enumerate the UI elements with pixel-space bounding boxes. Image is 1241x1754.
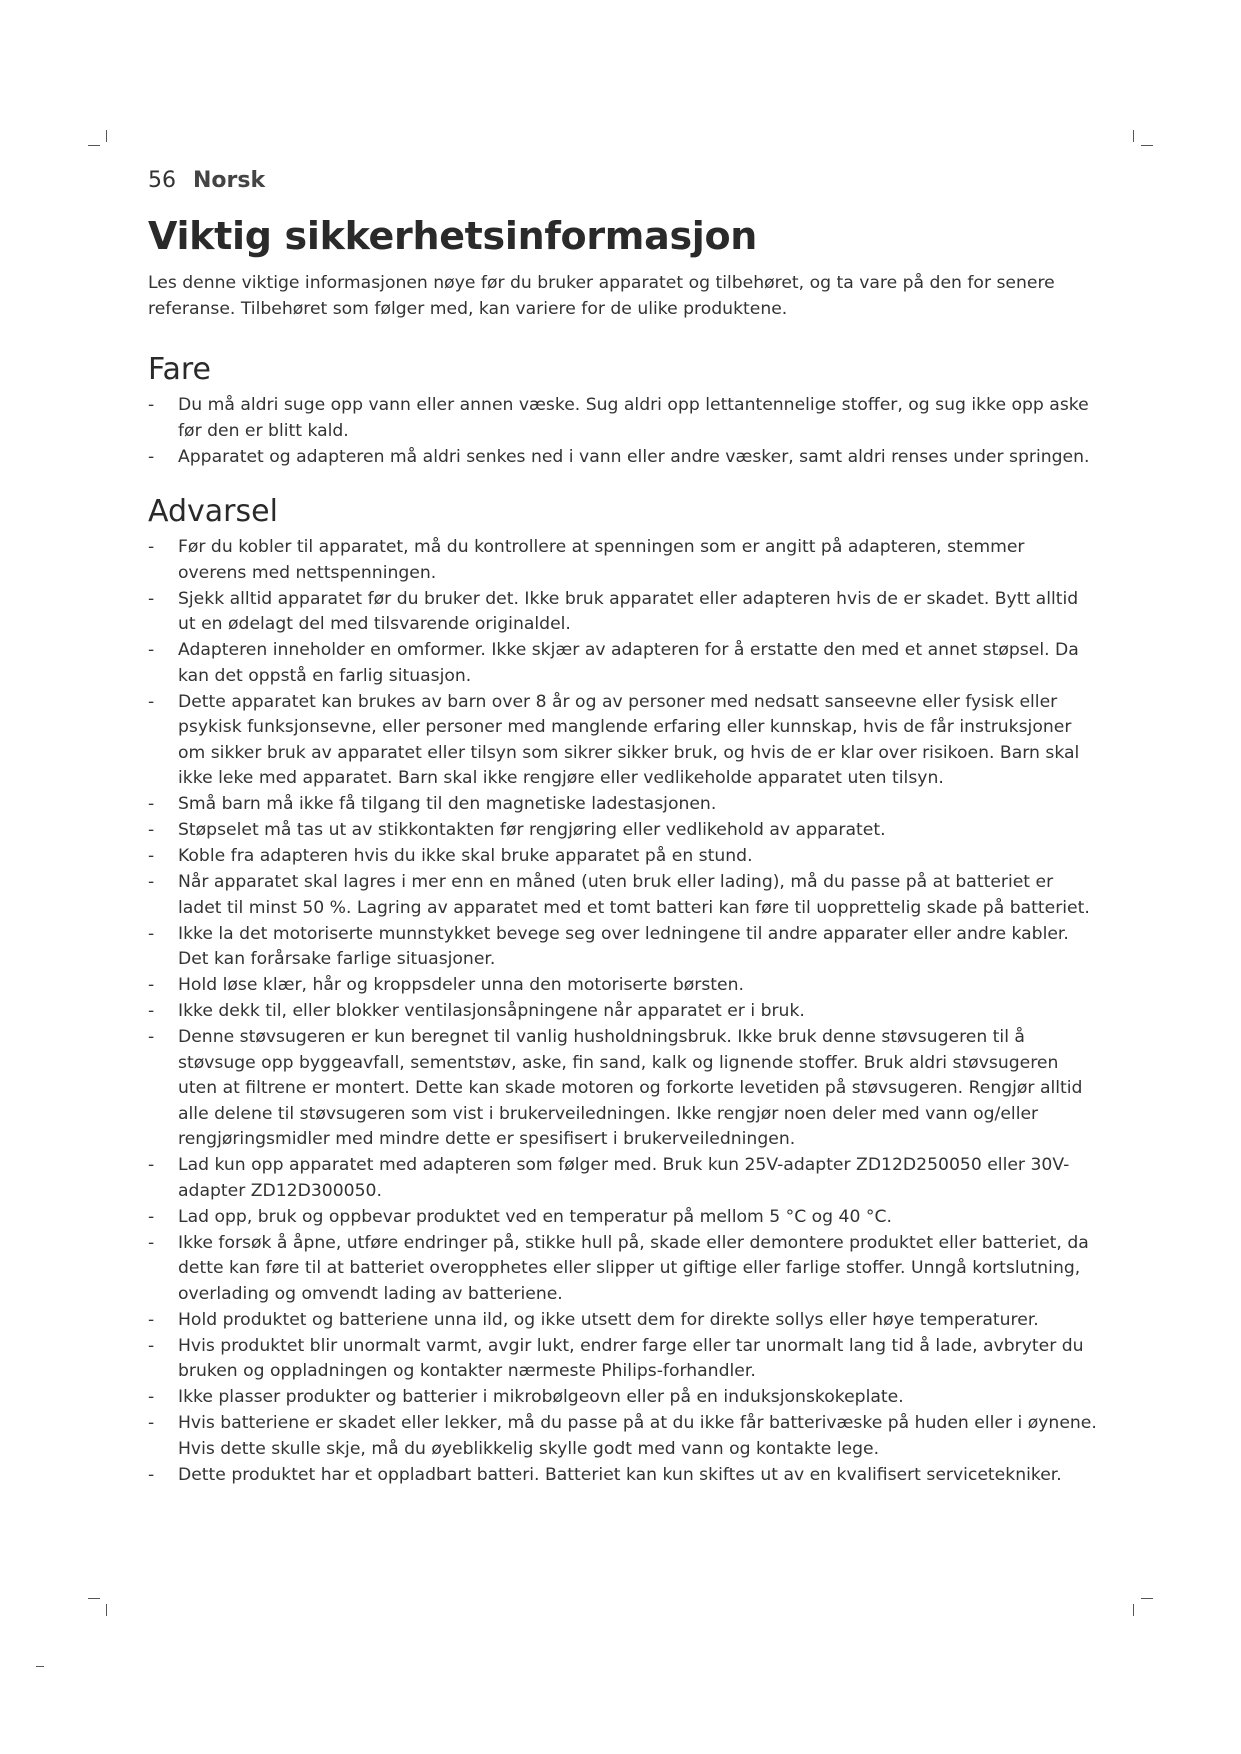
bullet-dash: -: [148, 820, 155, 840]
list-item-text: Apparatet og adapteren må aldri senkes ned i vann eller andre væsker, samt aldri renses under springen.: [178, 446, 1090, 467]
advarsel-list-item: [148, 1385, 1098, 1411]
language-label: Norsk: [193, 168, 266, 193]
advarsel-list-item: [148, 535, 1098, 586]
list-item-text: Ikke dekk til, eller blokker ventilasjonsåpningene når apparatet er i bruk.: [178, 1001, 805, 1021]
bullet-dash: -: [148, 872, 155, 892]
advarsel-list-item: [148, 792, 1098, 818]
bullet-dash: -: [148, 923, 155, 944]
bullet-dash: -: [148, 395, 155, 415]
advarsel-list-item: [148, 999, 1098, 1025]
list-item-text: Lad kun opp apparatet med adapteren som følger med. Bruk kun 25V-adapter ZD12D250050 eller 30V-adapter ZD12D300050.: [178, 1155, 1070, 1201]
advarsel-list-item: [148, 1411, 1098, 1462]
bullet-dash: -: [148, 640, 155, 660]
list-item-text: Når apparatet skal lagres i mer enn en måned (uten bruk eller lading), må du passe på at batteriet er ladet til minst 50 %. Lagring av apparatet med et tomt batteri kan føre til uopprettelig skade på batteriet.: [178, 872, 1090, 918]
bullet-dash: -: [148, 537, 155, 557]
bullet-dash: -: [148, 1464, 155, 1485]
fare-list-item: [148, 445, 1098, 471]
crop-mark-top-right-h: [1141, 145, 1153, 146]
bullet-dash: -: [148, 794, 155, 814]
list-item-text: Adapteren inneholder en omformer. Ikke skjær av adapteren for å erstatte den med et annet støpsel. Da kan det oppstå en farlig situasjon.: [178, 640, 1079, 686]
advarsel-list: [148, 535, 1098, 1488]
list-item-text: Du må aldri suge opp vann eller annen væske. Sug aldri opp lettantennelige stoffer, og sug ikke opp aske før den er blitt kald.: [178, 395, 1089, 441]
bullet-dash: -: [148, 1001, 155, 1021]
list-item-text: Støpselet må tas ut av stikkontakten før rengjøring eller vedlikehold av apparatet.: [178, 820, 886, 840]
crop-mark-top-right-v: [1133, 130, 1134, 142]
advarsel-list-item: [148, 1334, 1098, 1385]
intro-paragraph: Les denne viktige informasjonen nøye før du bruker apparatet og tilbehøret, og ta vare på den for senere referanse. Tilbehøret som følger med, kan variere for de ulike produktene.: [148, 273, 1055, 319]
advarsel-list-item: [148, 638, 1098, 689]
list-item-text: Hvis batteriene er skadet eller lekker, må du passe på at du ikke får batterivæske på huden eller i øynene. Hvis dette skulle skje, må du øyeblikkelig skylle godt med vann og kontakte lege.: [178, 1413, 1097, 1459]
bullet-dash: -: [148, 1206, 155, 1227]
list-item-text: Lad opp, bruk og oppbevar produktet ved en temperatur på mellom 5 °C og 40 °C.: [178, 1206, 892, 1227]
advarsel-list-item: [148, 818, 1098, 844]
bullet-dash: -: [148, 1413, 155, 1433]
section-heading-advarsel: Advarsel: [148, 494, 278, 529]
main-content: [148, 214, 1098, 1489]
crop-mark-bottom-left-h: [88, 1598, 100, 1599]
advarsel-list-item: [148, 1025, 1098, 1153]
page-number: 56: [148, 168, 176, 193]
list-item-text: Koble fra adapteren hvis du ikke skal bruke apparatet på en stund.: [178, 846, 753, 866]
fare-list-item: [148, 393, 1098, 444]
list-item-text: Hold løse klær, hår og kroppsdeler unna den motoriserte børsten.: [178, 975, 744, 995]
list-item-text: Hvis produktet blir unormalt varmt, avgir lukt, endrer farge eller tar unormalt lang tid å lade, avbryter du bruken og oppladningen og kontakter nærmeste Philips-forhandler.: [178, 1335, 1084, 1381]
list-item-text: Små barn må ikke få tilgang til den magnetiske ladestasjonen.: [178, 794, 717, 814]
crop-mark-top-left-v: [106, 130, 107, 142]
advarsel-list-item: [148, 1308, 1098, 1334]
page-header: [148, 168, 265, 193]
advarsel-list-item: [148, 870, 1098, 921]
fare-list: [148, 393, 1098, 470]
list-item-text: Sjekk alltid apparatet før du bruker det. Ikke bruk apparatet eller adapteren hvis de er skadet. Bytt alltid ut en ødelagt del med tilsvarende originaldel.: [178, 588, 1079, 634]
crop-mark-bottom-edge: [36, 1666, 44, 1667]
advarsel-list-item: [148, 1205, 1098, 1231]
list-item-text: Hold produktet og batteriene unna ild, og ikke utsett dem for direkte sollys eller høye temperaturer.: [178, 1309, 1039, 1330]
bullet-dash: -: [148, 691, 155, 712]
list-item-text: Ikke forsøk å åpne, utføre endringer på, stikke hull på, skade eller demontere produktet eller batteriet, da dette kan føre til at batteriet overopphetes eller slipper ut giftige eller farlige stoffer. Unngå kortslutning, overlading og omvendt lading av batteriene.: [178, 1232, 1089, 1304]
bullet-dash: -: [148, 1027, 155, 1047]
list-item-text: Ikke plasser produkter og batterier i mikrobølgeovn eller på en induksjonskokeplate.: [178, 1387, 904, 1407]
list-item-text: Ikke la det motoriserte munnstykket bevege seg over ledningene til andre apparater eller andre kabler. Det kan forårsake farlige situasjoner.: [178, 923, 1069, 969]
crop-mark-bottom-right-v: [1133, 1604, 1134, 1616]
crop-mark-bottom-right-h: [1141, 1598, 1153, 1599]
advarsel-list-item: [148, 1231, 1098, 1308]
advarsel-list-item: [148, 690, 1098, 792]
advarsel-list-item: [148, 973, 1098, 999]
bullet-dash: -: [148, 446, 155, 467]
bullet-dash: -: [148, 1387, 155, 1407]
crop-mark-bottom-left-v: [106, 1604, 107, 1616]
page-title: Viktig sikkerhetsinformasjon: [148, 214, 758, 258]
advarsel-list-item: [148, 587, 1098, 638]
list-item-text: Dette produktet har et oppladbart batteri. Batteriet kan kun skiftes ut av en kvalifisert servicetekniker.: [178, 1464, 1062, 1485]
bullet-dash: -: [148, 1155, 155, 1175]
advarsel-list-item: [148, 844, 1098, 870]
bullet-dash: -: [148, 1309, 155, 1330]
advarsel-list-item: [148, 1463, 1098, 1489]
bullet-dash: -: [148, 846, 155, 866]
bullet-dash: -: [148, 975, 155, 995]
crop-mark-top-left-h: [88, 145, 100, 146]
advarsel-list-item: [148, 1153, 1098, 1204]
list-item-text: Før du kobler til apparatet, må du kontrollere at spenningen som er angitt på adapteren, stemmer overens med nettspenningen.: [178, 537, 1025, 583]
advarsel-list-item: [148, 922, 1098, 973]
bullet-dash: -: [148, 1232, 155, 1253]
bullet-dash: -: [148, 1335, 155, 1356]
list-item-text: Denne støvsugeren er kun beregnet til vanlig husholdningsbruk. Ikke bruk denne støvsugeren til å støvsuge opp byggeavfall, sementstøv, aske, fin sand, kalk og lignende stoffer. Bruk aldri støvsugeren uten at filtrene er montert. Dette kan skade motoren og forkorte levetiden på støvsugeren. Rengjør alltid alle delene til støvsugeren som vist i brukerveiledningen. Ikke rengjør noen deler med vann og/eller rengjøringsmidler med mindre dette er spesifisert i brukerveiledningen.: [178, 1027, 1083, 1149]
bullet-dash: -: [148, 588, 155, 609]
list-item-text: Dette apparatet kan brukes av barn over 8 år og av personer med nedsatt sanseevne eller fysisk eller psykisk funksjonsevne, eller personer med manglende erfaring eller kunnskap, hvis de får instruksjoner om sikker bruk av apparatet eller tilsyn som sikrer sikker bruk, og hvis de er klar over risikoen. Barn skal ikke leke med apparatet. Barn skal ikke rengjøre eller vedlikeholde apparatet uten tilsyn.: [178, 691, 1080, 788]
section-heading-fare: Fare: [148, 352, 212, 387]
